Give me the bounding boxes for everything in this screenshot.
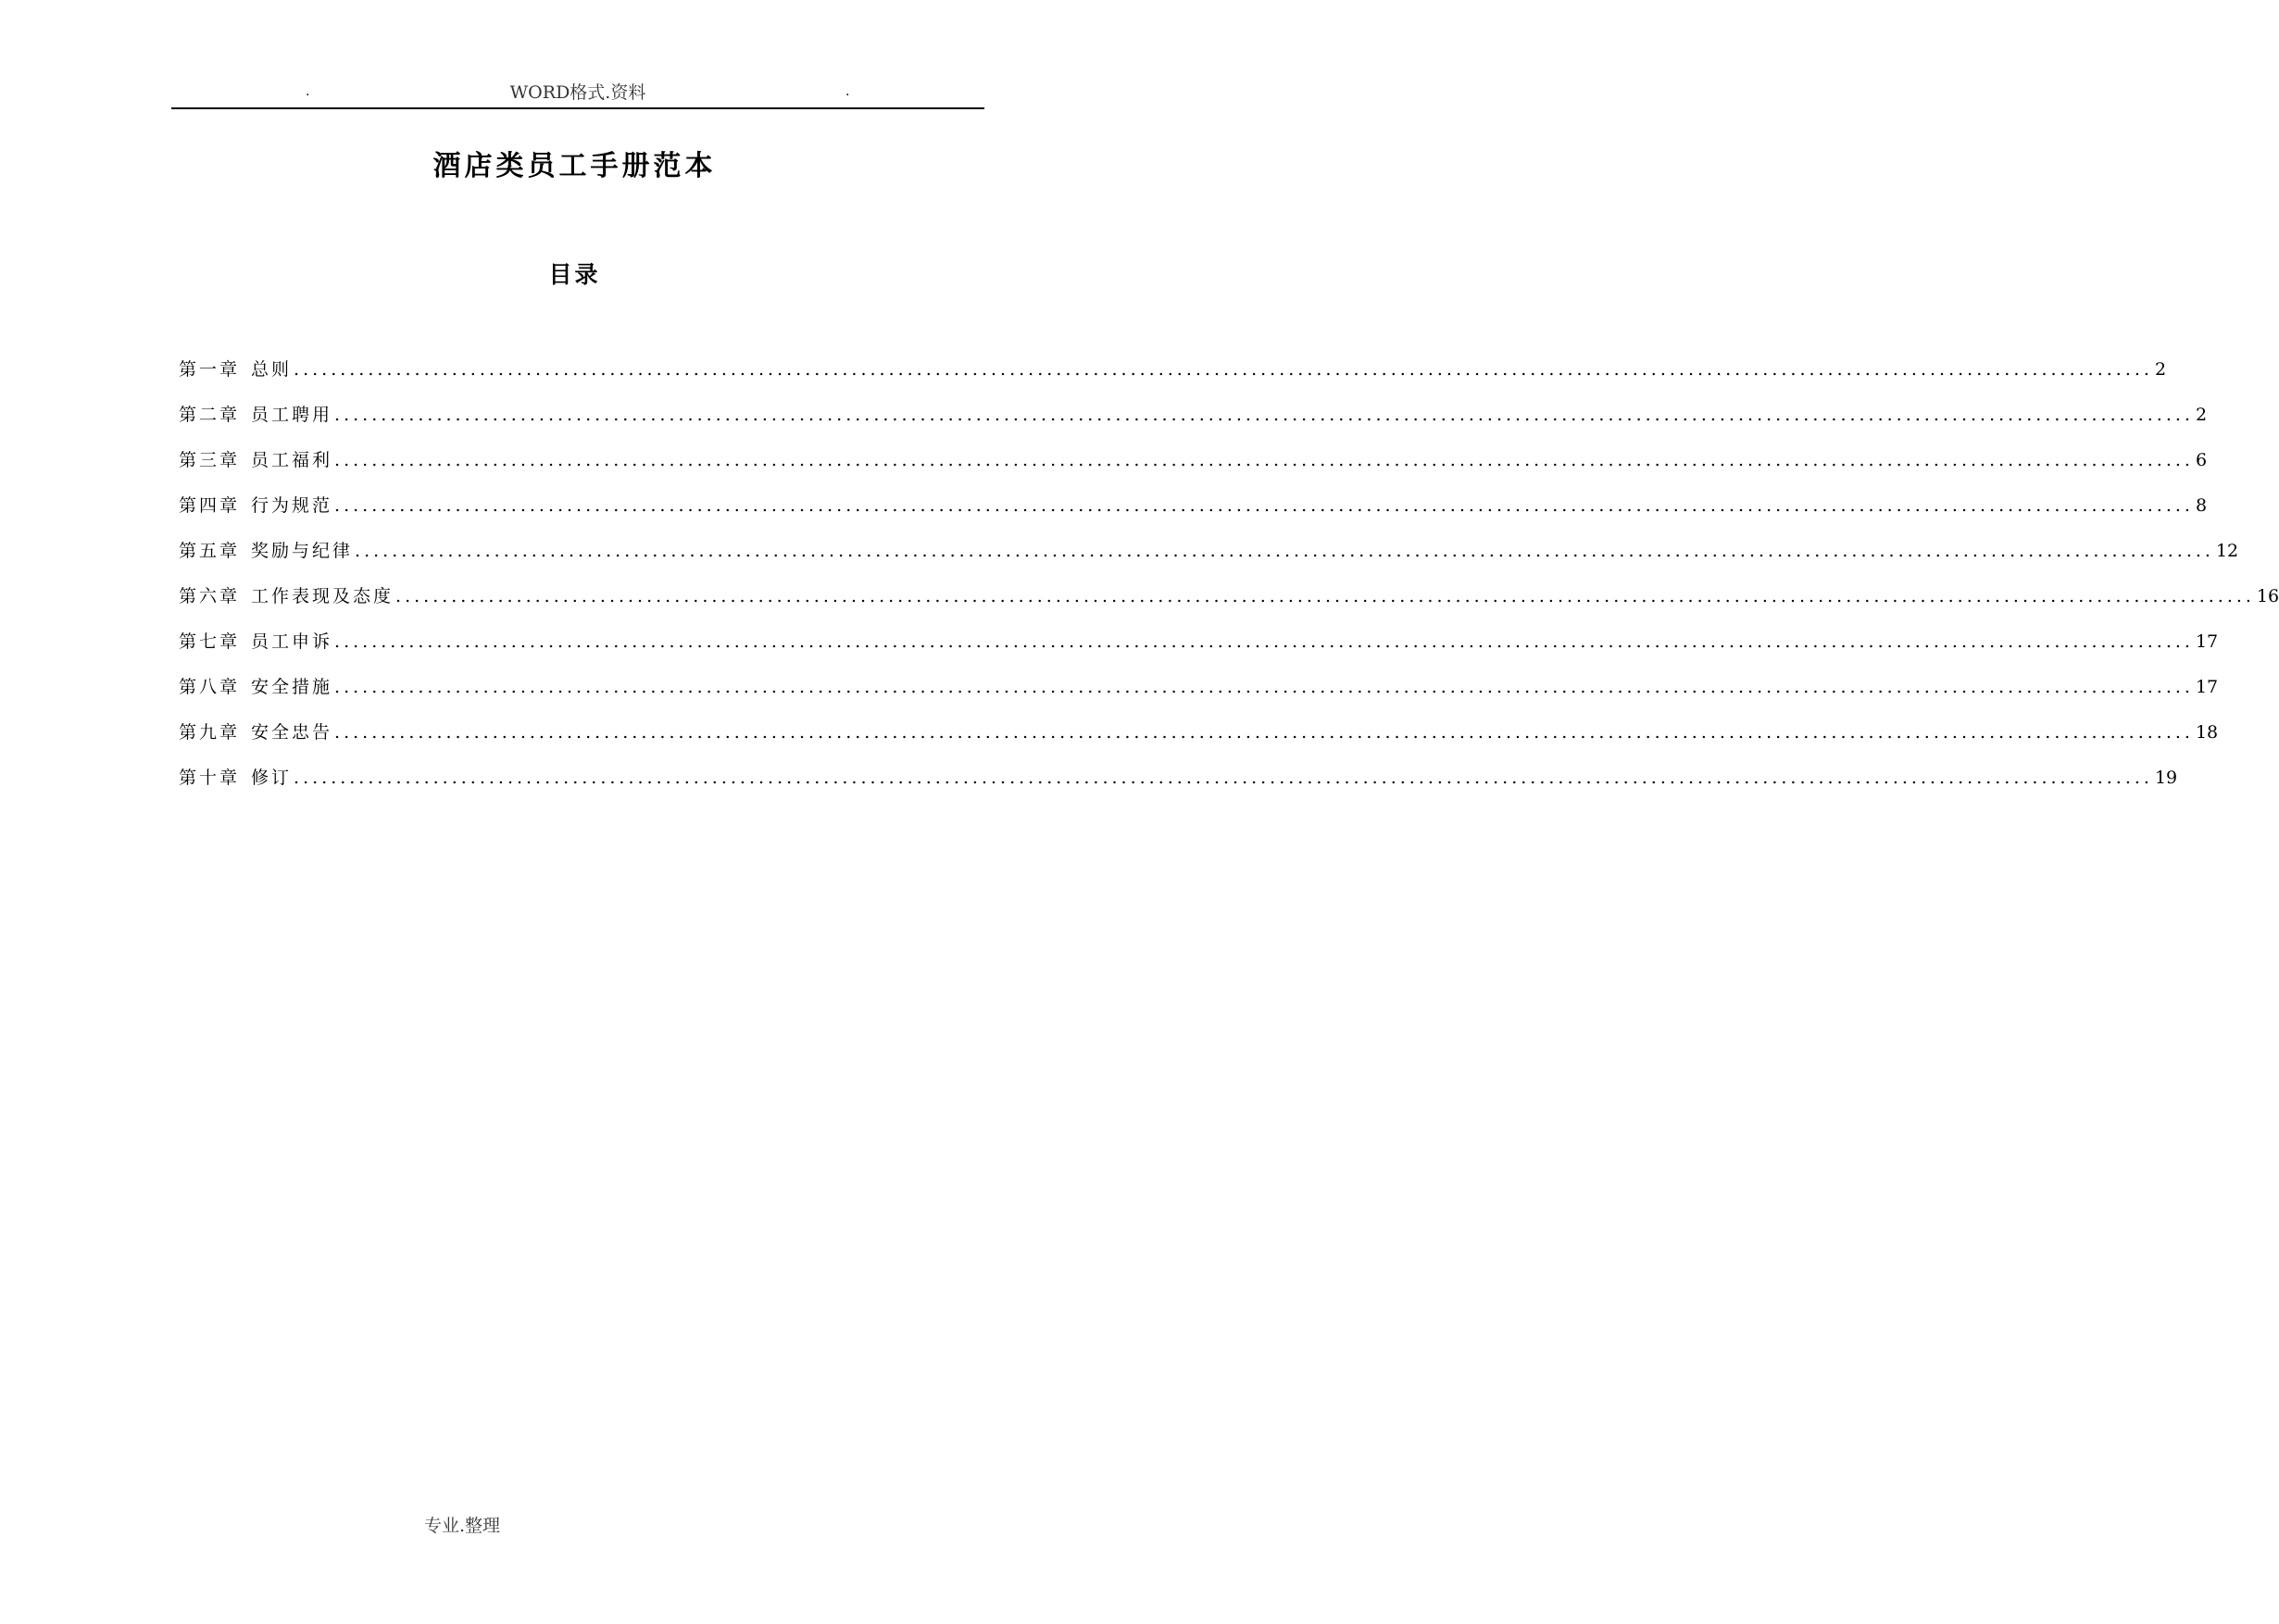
- toc-dot-leader: ........................................................................................................................................................................................................: [355, 541, 2214, 561]
- header-right-mark: .: [845, 84, 850, 99]
- toc-chapter-title: 奖励与纪律: [251, 541, 354, 561]
- toc-chapter-number: 第九章: [179, 722, 241, 743]
- toc-chapter-title: 员工聘用: [251, 405, 333, 425]
- toc-page-number: 18: [2195, 722, 2219, 743]
- toc-dot-leader: ........................................................................................................................................................................................................: [294, 359, 2153, 380]
- toc-dot-leader: ........................................................................................................................................................................................................: [334, 631, 2194, 652]
- toc-chapter-title: 安全忠告: [251, 722, 333, 743]
- toc-chapter-number: 第一章: [179, 359, 241, 380]
- header-left-mark: .: [306, 84, 310, 99]
- toc-chapter-title: 员工申诉: [251, 631, 333, 652]
- header-text: WORD格式.资料: [509, 82, 646, 103]
- toc-dot-leader: ........................................................................................................................................................................................................: [334, 450, 2194, 470]
- table-of-contents: [179, 357, 2279, 811]
- toc-heading: 目录: [548, 261, 601, 288]
- toc-chapter-number: 第十章: [179, 768, 241, 788]
- toc-chapter-number: 第五章: [179, 541, 241, 561]
- page-header: [171, 81, 984, 109]
- toc-entry[interactable]: [179, 584, 2279, 630]
- toc-dot-leader: ........................................................................................................................................................................................................: [334, 677, 2194, 697]
- toc-dot-leader: ........................................................................................................................................................................................................: [395, 586, 2255, 606]
- toc-chapter-title: 行为规范: [251, 495, 333, 516]
- toc-chapter-title: 安全措施: [251, 677, 333, 697]
- toc-chapter-number: 第三章: [179, 450, 241, 470]
- toc-page-number: 2: [2195, 405, 2208, 425]
- toc-chapter-title: 总则: [251, 359, 293, 380]
- page-footer: 专业.整理: [424, 1516, 501, 1536]
- toc-entry[interactable]: [179, 539, 2239, 584]
- toc-chapter-number: 第六章: [179, 586, 241, 606]
- toc-chapter-title: 工作表现及态度: [251, 586, 394, 606]
- toc-entry[interactable]: [179, 448, 2208, 493]
- toc-page-number: 2: [2154, 359, 2167, 380]
- toc-page-number: 8: [2195, 495, 2208, 516]
- toc-dot-leader: ........................................................................................................................................................................................................: [334, 405, 2194, 425]
- toc-page-number: 12: [2215, 541, 2239, 561]
- toc-entry[interactable]: [179, 403, 2208, 448]
- toc-entry[interactable]: [179, 357, 2167, 403]
- toc-page-number: 17: [2195, 631, 2219, 652]
- toc-page-number: 17: [2195, 677, 2219, 697]
- toc-chapter-number: 第七章: [179, 631, 241, 652]
- toc-dot-leader: ........................................................................................................................................................................................................: [334, 722, 2194, 743]
- toc-dot-leader: ........................................................................................................................................................................................................: [334, 495, 2194, 516]
- toc-dot-leader: ........................................................................................................................................................................................................: [294, 768, 2153, 788]
- toc-chapter-title: 员工福利: [251, 450, 333, 470]
- toc-page-number: 6: [2195, 450, 2208, 470]
- toc-entry[interactable]: [179, 720, 2219, 766]
- toc-chapter-title: 修订: [251, 768, 293, 788]
- toc-page-number: 16: [2256, 586, 2279, 606]
- toc-entry[interactable]: [179, 766, 2178, 811]
- toc-entry[interactable]: [179, 630, 2219, 675]
- document-title: 酒店类员工手册范本: [432, 150, 717, 182]
- toc-entry[interactable]: [179, 675, 2219, 720]
- toc-entry[interactable]: [179, 493, 2208, 539]
- toc-chapter-number: 第八章: [179, 677, 241, 697]
- toc-chapter-number: 第二章: [179, 405, 241, 425]
- toc-page-number: 19: [2154, 768, 2178, 788]
- toc-chapter-number: 第四章: [179, 495, 241, 516]
